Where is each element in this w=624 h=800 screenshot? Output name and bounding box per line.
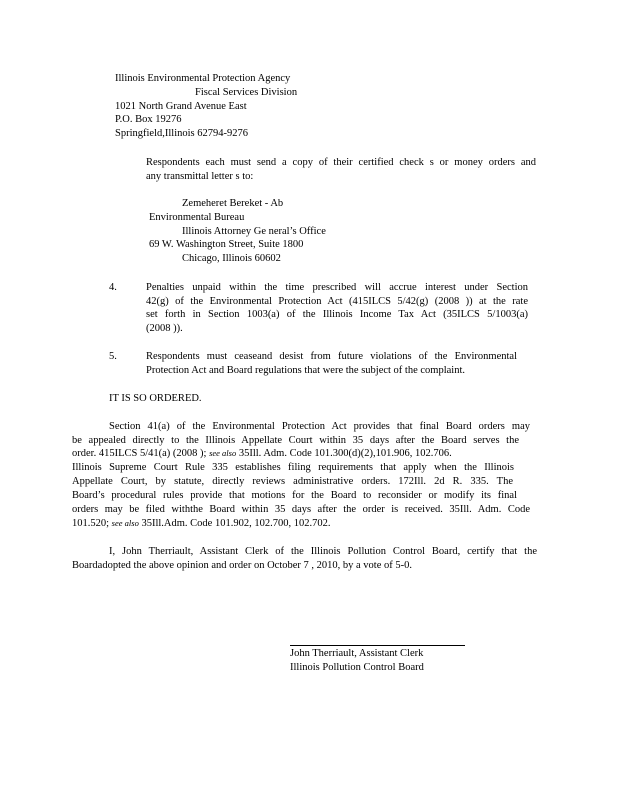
section41-line-1: Section 41(a) of the Environmental Protection Act provides that final Board orders may: [109, 421, 530, 432]
item-5-line-1: Respondents must ceaseand desist from future violations of the Environmental: [146, 351, 517, 362]
section41-line-8-see-also: see also: [111, 518, 139, 528]
signature-line: [290, 645, 465, 646]
section41-line-4: Illinois Supreme Court Rule 335 establishes filing requirements that apply when the Illinois: [72, 462, 514, 473]
signature-name: John Therriault, Assistant Clerk: [290, 648, 424, 659]
section41-line-8: [72, 517, 330, 531]
address-line-city: Springfield,Illinois 62794-9276: [115, 128, 248, 139]
section41-line-3-text-a: order. 415ILCS 5/41(a) (2008 );: [72, 448, 207, 459]
section41-line-2: be appealed directly to the Illinois Appellate Court within 35 days after the Board serves the: [72, 435, 519, 446]
so-ordered: IT IS SO ORDERED.: [109, 393, 202, 404]
item-5-number: 5.: [109, 351, 117, 362]
respondents-copy-line-1: Respondents each must send a copy of their certified check s or money orders and: [146, 157, 536, 168]
item-4-line-2: 42(g) of the Environmental Protection Act (415ILCS 5/42(g) (2008 )) at the rate: [146, 296, 528, 307]
copy-address-name: Zemeheret Bereket - Ab: [182, 198, 284, 209]
item-4-line-1: Penalties unpaid within the time prescribed will accrue interest under Section: [146, 282, 528, 293]
address-line-division: Fiscal Services Division: [195, 87, 298, 98]
copy-address-bureau: Environmental Bureau: [149, 212, 245, 223]
section41-line-8-text-a: 101.520;: [72, 518, 110, 529]
section41-line-5: Appellate Court, by statute, directly reviews administrative orders. 172Ill. 2d R. 335. The: [72, 476, 513, 487]
section41-line-6: Board’s procedural rules provide that motions for the Board to reconsider or modify its final: [72, 490, 517, 501]
respondents-copy-line-2: any transmittal letter s to:: [146, 171, 254, 182]
copy-address-street: 69 W. Washington Street, Suite 1800: [149, 239, 304, 250]
section41-line-3-text-b: 35Ill. Adm. Code 101.300(d)(2),101.906, 102.706.: [238, 448, 452, 459]
item-4-line-4: (2008 )).: [146, 323, 183, 334]
address-line-agency: Illinois Environmental Protection Agency: [115, 73, 291, 84]
address-line-po-box: P.O. Box 19276: [115, 114, 182, 125]
address-line-street: 1021 North Grand Avenue East: [115, 101, 247, 112]
certification-line-2: Boardadopted the above opinion and order on October 7 , 2010, by a vote of 5-0.: [72, 560, 412, 571]
copy-address-office: Illinois Attorney Ge neral’s Office: [182, 226, 326, 237]
item-4-line-3: set forth in Section 1003(a) of the Illinois Income Tax Act (35ILCS 5/1003(a): [146, 309, 528, 320]
copy-address-city: Chicago, Illinois 60602: [182, 253, 281, 264]
section41-line-3-see-also: see also: [209, 448, 237, 458]
certification-line-1: I, John Therriault, Assistant Clerk of the Illinois Pollution Control Board, certify that the: [109, 546, 537, 557]
section41-line-8-text-b: 35Ill.Adm. Code 101.902, 102.700, 102.702.: [141, 518, 331, 529]
item-5-line-2: Protection Act and Board regulations that were the subject of the complaint.: [146, 365, 465, 376]
signature-board: Illinois Pollution Control Board: [290, 662, 424, 673]
section41-line-7: orders may be filed withthe Board within 35 days after the order is received. 35Ill. Adm. Code: [72, 504, 530, 515]
section41-line-3: [72, 447, 452, 461]
item-4-number: 4.: [109, 282, 117, 293]
